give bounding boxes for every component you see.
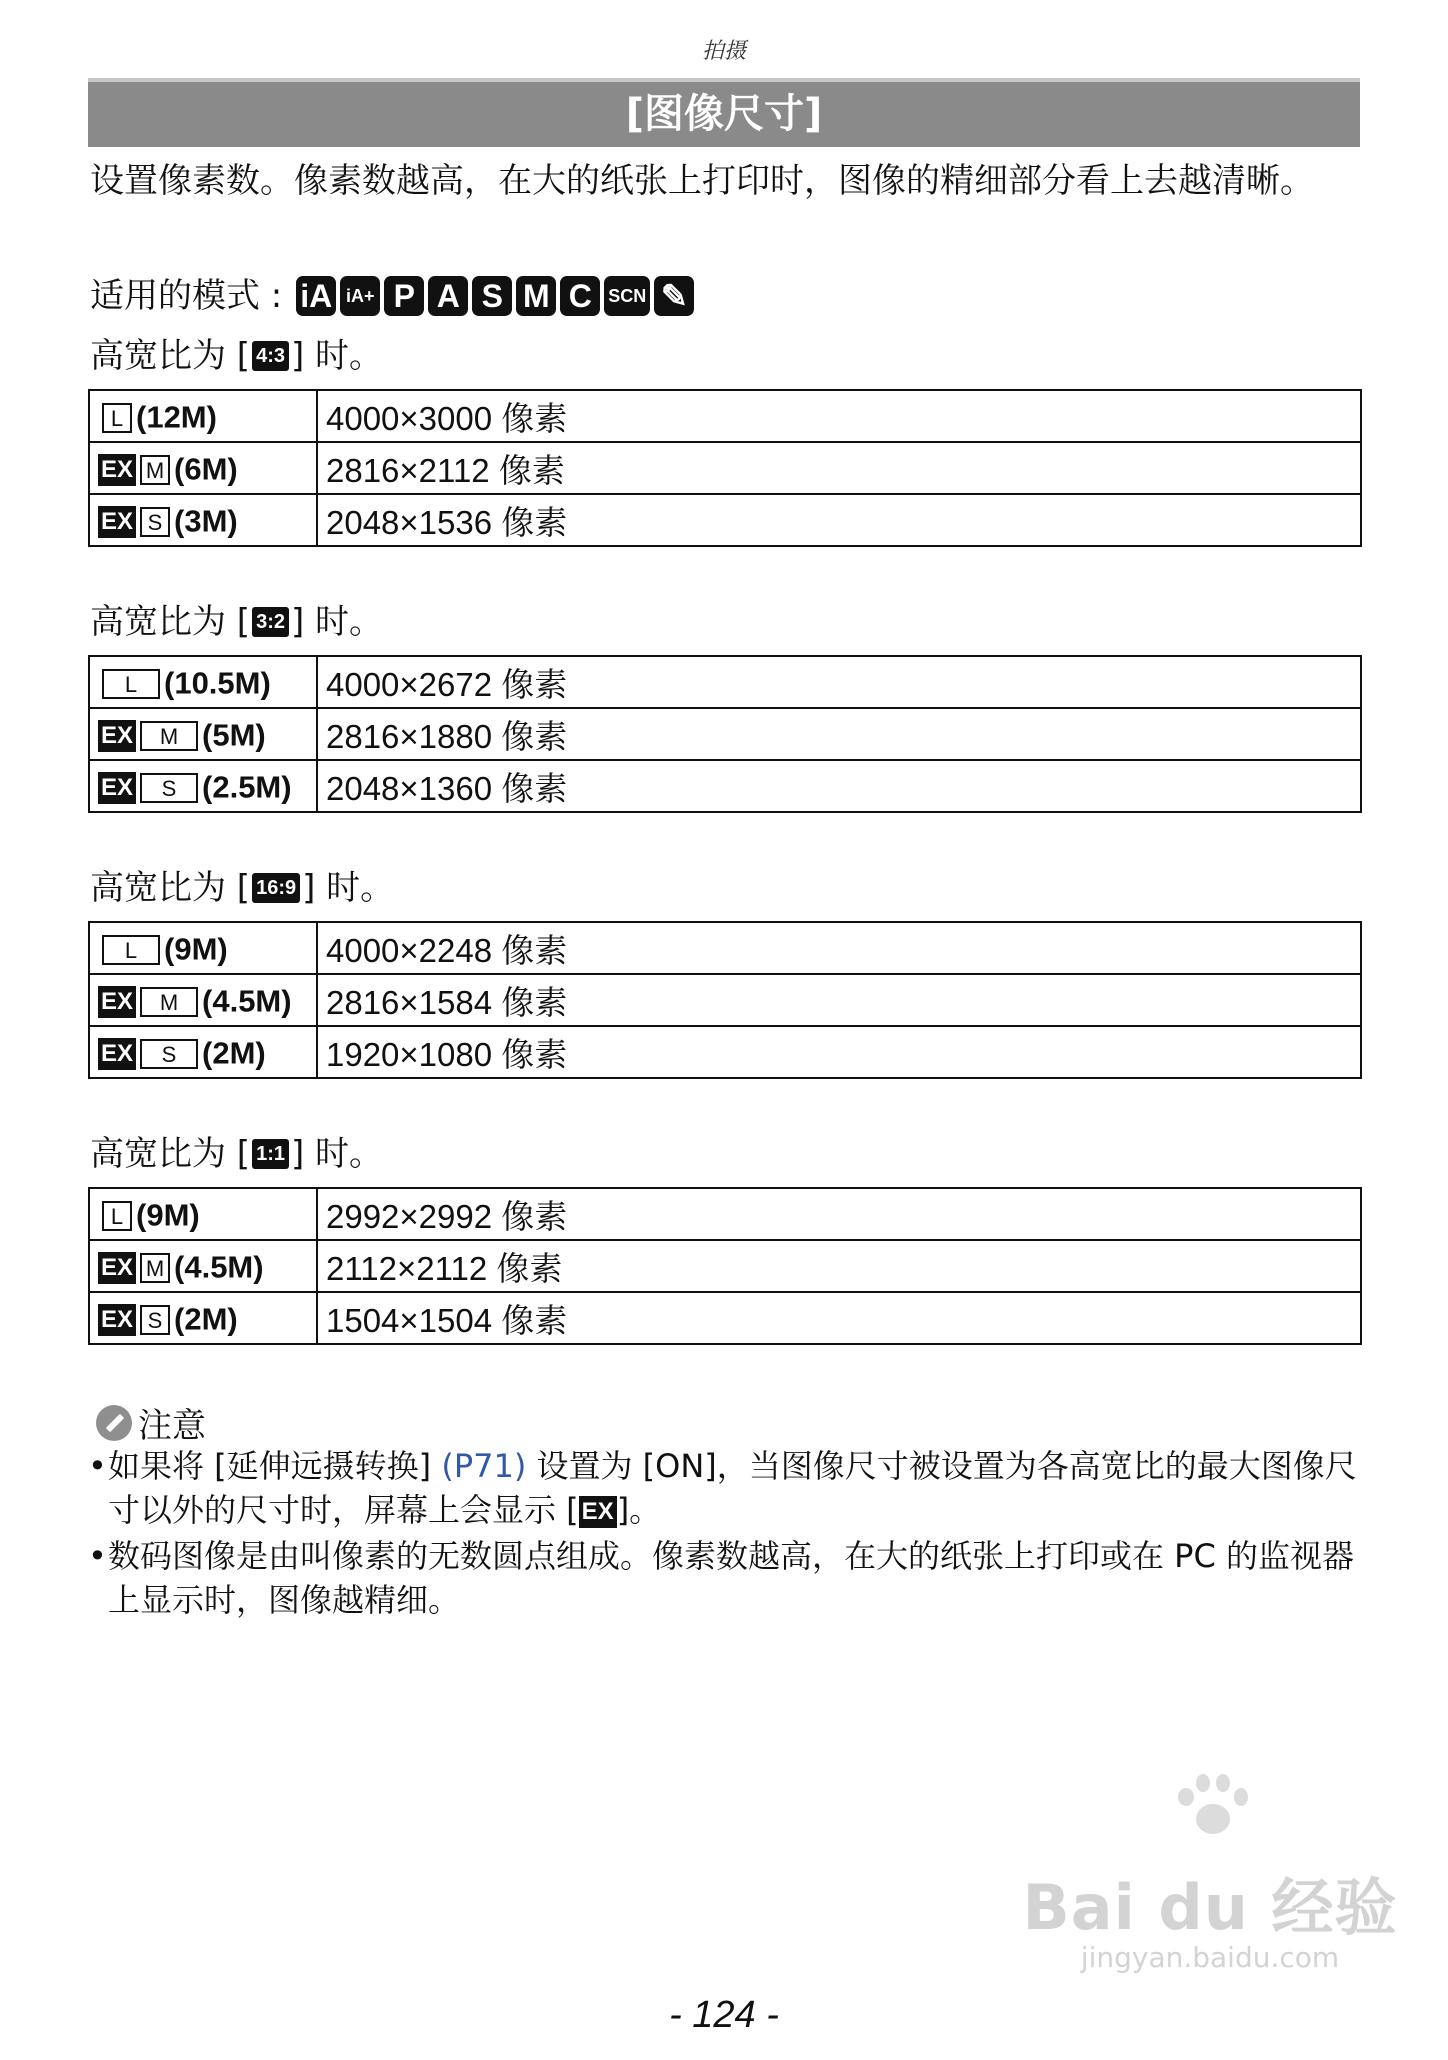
table-row (89, 1240, 1361, 1292)
size-cell (89, 1292, 317, 1344)
size-cell (89, 494, 317, 546)
ex-icon: EX (98, 1038, 136, 1070)
table-row (89, 1026, 1361, 1078)
watermark (1020, 1858, 1400, 1974)
megapixel-label: (4.5M) (174, 1249, 264, 1285)
size-cell (89, 390, 317, 442)
ia-plus-mode-icon: iA+ (340, 276, 380, 316)
table-row (89, 1188, 1361, 1240)
note-item (88, 1534, 1368, 1622)
megapixel-label: (12M) (136, 399, 217, 435)
note-title: 注意 (138, 1406, 206, 1446)
size-s-icon: S (140, 1039, 198, 1069)
ex-icon: EX (98, 1252, 136, 1284)
megapixel-label: (2M) (202, 1035, 266, 1071)
aspect-label-1-1 (90, 1132, 383, 1176)
megapixel-label: (5M) (202, 717, 266, 753)
aspect-label-prefix: 高宽比为 [ (90, 602, 251, 642)
aspect-label-4-3 (90, 334, 383, 378)
ex-icon: EX (579, 1496, 617, 1528)
table-row (89, 922, 1361, 974)
megapixel-label: (10.5M) (164, 665, 271, 701)
aspect-label-prefix: 高宽比为 [ (90, 1134, 251, 1174)
page-category: 拍摄 (701, 39, 746, 64)
scn-mode-icon: SCN (604, 276, 650, 316)
resolution-cell: 4000×2672 像素 (317, 656, 1361, 708)
size-cell (89, 442, 317, 494)
p-mode-icon: P (384, 276, 424, 316)
m-mode-icon: M (516, 276, 556, 316)
note-text: ]。 (616, 1491, 662, 1529)
megapixel-label: (3M) (174, 503, 238, 539)
megapixel-label: (9M) (136, 1197, 200, 1233)
modes-label: 适用的模式 : (90, 276, 283, 316)
size-cell (89, 974, 317, 1026)
table-row (89, 708, 1361, 760)
c-mode-icon: C (560, 276, 600, 316)
resolution-cell: 2048×1360 像素 (317, 760, 1361, 812)
megapixel-label: (2M) (174, 1301, 238, 1337)
ex-icon: EX (98, 454, 136, 486)
size-l-icon: L (102, 935, 160, 965)
intro-text: 设置像素数。像素数越高，在大的纸张上打印时，图像的精细部分看上去越清晰。 (90, 161, 1314, 201)
watermark-url: jingyan.baidu.com (1080, 1941, 1340, 1974)
resolution-cell: 1504×1504 像素 (317, 1292, 1361, 1344)
aspect-label-prefix: 高宽比为 [ (90, 336, 251, 376)
aspect-3-2-icon: 3:2 (252, 607, 289, 637)
note-list (88, 1444, 1368, 1624)
note-text: 设置为 [ON]，当图像尺寸被设置为各高宽比的最大图像尺寸以外的尺寸时，屏幕上会显示 [ (108, 1447, 1357, 1529)
ex-icon: EX (98, 720, 136, 752)
size-table-3-2 (88, 655, 1362, 813)
creative-mode-icon: ✎ (654, 276, 694, 316)
aspect-label-suffix: ] 时。 (290, 602, 384, 642)
aspect-label-prefix: 高宽比为 [ (90, 868, 251, 908)
applicable-modes (90, 272, 694, 320)
aspect-label-3-2 (90, 600, 383, 644)
resolution-cell: 2816×1880 像素 (317, 708, 1361, 760)
size-s-icon: S (140, 773, 198, 803)
size-cell (89, 1240, 317, 1292)
aspect-label-suffix: ] 时。 (302, 868, 395, 908)
aspect-4-3-icon: 4:3 (252, 341, 289, 371)
resolution-cell: 2048×1536 像素 (317, 494, 1361, 546)
paw-logo-icon (1170, 1770, 1250, 1850)
ex-icon: EX (98, 772, 136, 804)
size-cell (89, 708, 317, 760)
table-row (89, 656, 1361, 708)
resolution-cell: 2112×2112 像素 (317, 1240, 1361, 1292)
size-l-icon: L (102, 403, 132, 433)
megapixel-label: (6M) (174, 451, 238, 487)
table-row (89, 1292, 1361, 1344)
ex-icon: EX (98, 986, 136, 1018)
resolution-cell: 4000×3000 像素 (317, 390, 1361, 442)
size-m-icon: M (140, 455, 170, 485)
note-text: 数码图像是由叫像素的无数圆点组成。像素数越高，在大的纸张上打印或在 PC 的监视器上显示时，图像越精细。 (108, 1537, 1354, 1619)
table-row (89, 974, 1361, 1026)
table-row (89, 494, 1361, 546)
aspect-label-16-9 (90, 866, 394, 910)
megapixel-label: (9M) (164, 931, 228, 967)
size-m-icon: M (140, 721, 198, 751)
aspect-label-suffix: ] 时。 (290, 336, 384, 376)
size-cell (89, 760, 317, 812)
size-s-icon: S (140, 507, 170, 537)
size-table-1-1 (88, 1187, 1362, 1345)
resolution-cell: 2992×2992 像素 (317, 1188, 1361, 1240)
size-table-16-9 (88, 921, 1362, 1079)
megapixel-label: (2.5M) (202, 769, 292, 805)
resolution-cell: 2816×1584 像素 (317, 974, 1361, 1026)
aspect-1-1-icon: 1:1 (252, 1139, 289, 1169)
size-s-icon: S (140, 1305, 170, 1335)
table-row (89, 390, 1361, 442)
size-cell (89, 922, 317, 974)
watermark-brand: Bai du 经验 (1022, 1871, 1398, 1944)
ia-mode-icon: iA (296, 276, 336, 316)
size-m-icon: M (140, 1253, 170, 1283)
size-cell (89, 656, 317, 708)
resolution-cell: 1920×1080 像素 (317, 1026, 1361, 1078)
size-cell (89, 1188, 317, 1240)
table-row (89, 760, 1361, 812)
megapixel-label: (4.5M) (202, 983, 292, 1019)
size-cell (89, 1026, 317, 1078)
section-title: [图像尺寸] (88, 82, 1360, 147)
table-row (89, 442, 1361, 494)
note-item (88, 1444, 1368, 1532)
page-number: - 124 - (669, 1994, 779, 2036)
resolution-cell: 4000×2248 像素 (317, 922, 1361, 974)
note-text: 如果将 [延伸远摄转换] (108, 1447, 442, 1485)
resolution-cell: 2816×2112 像素 (317, 442, 1361, 494)
size-m-icon: M (140, 987, 198, 1017)
pencil-icon (96, 1405, 132, 1441)
page-link[interactable]: (P71) (441, 1447, 527, 1485)
ex-icon: EX (98, 506, 136, 538)
a-mode-icon: A (428, 276, 468, 316)
aspect-label-suffix: ] 时。 (290, 1134, 384, 1174)
note-heading (96, 1398, 206, 1447)
size-table-4-3 (88, 389, 1362, 547)
aspect-16-9-icon: 16:9 (252, 873, 300, 903)
size-l-icon: L (102, 669, 160, 699)
s-mode-icon: S (472, 276, 512, 316)
size-l-icon: L (102, 1201, 132, 1231)
mode-icons (296, 276, 694, 316)
ex-icon: EX (98, 1304, 136, 1336)
